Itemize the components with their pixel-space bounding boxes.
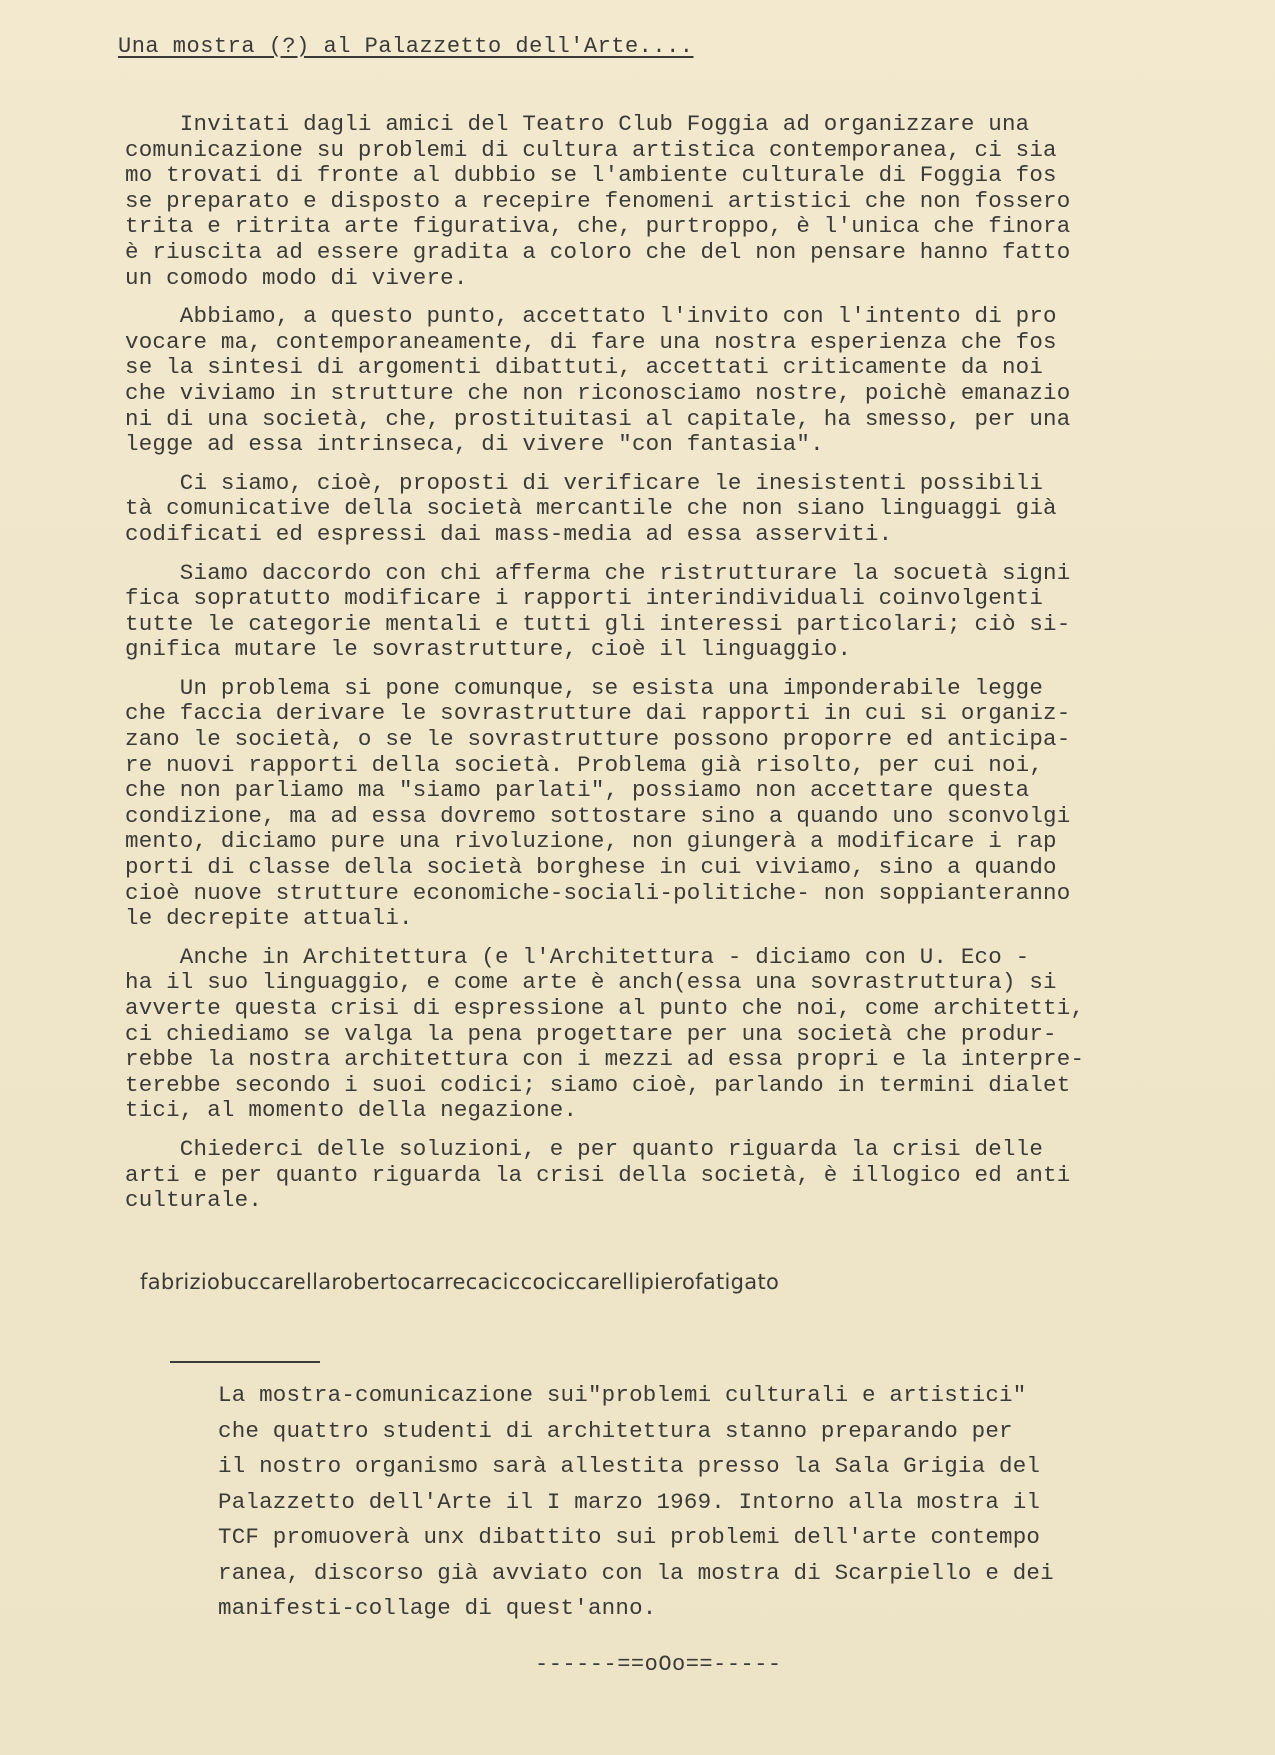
body-paragraph xyxy=(125,945,1205,1124)
paragraph-line: vocare ma, contemporaneamente, di fare una nostra esperienza che fos xyxy=(125,328,1057,355)
paragraph-line: culturale. xyxy=(125,1187,263,1214)
paragraph-line: un comodo modo di vivere. xyxy=(125,264,468,291)
footnote-line: che quattro studenti di architettura stanno preparando per xyxy=(218,1417,1013,1444)
footnote-divider xyxy=(170,1361,320,1363)
paragraph-line: fica sopratutto modificare i rapporti interindividuali coinvolgenti xyxy=(125,585,1044,612)
footnote-line: La mostra-comunicazione sui"problemi culturali e artistici" xyxy=(218,1382,1027,1408)
footnote-line: TCF promuoverà unx dibattito sui problemi dell'arte contempo xyxy=(218,1524,1041,1550)
paragraph-line: arti e per quanto riguarda la crisi della società, è illogico ed anti xyxy=(125,1161,1071,1188)
paragraph-line: Siamo daccordo con chi afferma che ristrutturare la socuetà signi xyxy=(125,559,1071,586)
paragraph-line: le decrepite attuali. xyxy=(125,905,413,932)
body-paragraph xyxy=(125,304,1205,458)
body-paragraph xyxy=(125,471,1205,548)
paragraph-line: rebbe la nostra architettura con i mezzi ad essa propri e la interpre- xyxy=(125,1046,1085,1073)
footnote-line: Palazzetto dell'Arte il I marzo 1969. Intorno alla mostra il xyxy=(218,1488,1041,1515)
paragraph-line: se la sintesi di argomenti dibattuti, accettati criticamente da noi xyxy=(125,354,1044,381)
paragraph-line: porti di classe della società borghese in cui viviamo, sino a quando xyxy=(125,854,1057,881)
paragraph-line: Abbiamo, a questo punto, accettato l'invito con l'intento di pro xyxy=(125,303,1057,330)
end-mark: ------==oOo==----- xyxy=(535,1652,782,1677)
paragraph-line: legge ad essa intrinseca, di vivere "con fantasia". xyxy=(125,431,824,458)
paragraph-line: re nuovi rapporti della società. Problema già risolto, per cui noi, xyxy=(125,751,1044,778)
body-paragraph xyxy=(125,1137,1205,1214)
paragraph-line: mento, diciamo pure una rivoluzione, non giungerà a modificare i rap xyxy=(125,828,1057,855)
paragraph-line: codificati ed espressi dai mass-media ad essa asserviti. xyxy=(125,520,893,547)
author-signature-line: fabriziobuccarellarobertocarrecaciccociccarellipierofatigato xyxy=(140,1270,780,1294)
paragraph-line: tutte le categorie mentali e tutti gli interessi particolari; ciò si- xyxy=(125,610,1071,637)
body-paragraph xyxy=(125,676,1205,932)
paragraph-line: è riuscita ad essere gradita a coloro che del non pensare hanno fatto xyxy=(125,238,1071,265)
paragraph-line: se preparato e disposto a recepire fenomeni artistici che non fossero xyxy=(125,187,1071,214)
paragraph-line: gnifica mutare le sovrastrutture, cioè il linguaggio. xyxy=(125,636,852,663)
paragraph-line: trita e ritrita arte figurativa, che, purtroppo, è l'unica che finora xyxy=(125,213,1071,240)
paragraph-line: tici, al momento della negazione. xyxy=(125,1097,578,1124)
paragraph-line: che viviamo in strutture che non riconosciamo nostre, poichè emanazio xyxy=(125,379,1071,406)
paragraph-line: Chiederci delle soluzioni, e per quanto riguarda la crisi delle xyxy=(125,1135,1044,1162)
paragraph-line: condizione, ma ad essa dovremo sottostare sino a quando uno sconvolgi xyxy=(125,802,1071,829)
paragraph-line: Un problema si pone comunque, se esista una imponderabile legge xyxy=(125,674,1044,701)
paragraph-line: ni di una società, che, prostituitasi al capitale, ha smesso, per una xyxy=(125,405,1071,432)
paragraph-line: ha il suo linguaggio, e come arte è anch(essa una sovrastruttura) si xyxy=(125,969,1057,996)
body-paragraph xyxy=(125,561,1205,663)
paragraph-line: Ci siamo, cioè, proposti di verificare le inesistenti possibili xyxy=(125,469,1044,496)
paragraph-line: che faccia derivare le sovrastrutture dai rapporti in cui si organiz- xyxy=(125,700,1071,727)
paragraph-line: cioè nuove strutture economiche-sociali-politiche- non soppianteranno xyxy=(125,879,1071,906)
paragraph-line: ci chiediamo se valga la pena progettare per una società che produr- xyxy=(125,1020,1057,1047)
footnote-line: ranea, discorso già avviato con la mostra di Scarpiello e dei xyxy=(218,1559,1054,1586)
paragraph-line: che non parliamo ma "siamo parlati", possiamo non accettare questa xyxy=(125,777,1030,804)
paragraph-line: mo trovati di fronte al dubbio se l'ambiente culturale di Foggia fos xyxy=(125,162,1057,189)
body-text xyxy=(125,112,1205,1227)
paragraph-line: Anche in Architettura (e l'Architettura - diciamo con U. Eco - xyxy=(125,943,1030,970)
footnote xyxy=(218,1378,1218,1627)
paragraph-line: comunicazione su problemi di cultura artistica contemporanea, ci sia xyxy=(125,136,1057,163)
body-paragraph xyxy=(125,112,1205,291)
footnote-line: manifesti-collage di quest'anno. xyxy=(218,1595,657,1621)
paragraph-line: zano le società, o se le sovrastrutture possono proporre ed anticipa- xyxy=(125,726,1071,753)
paragraph-line: terebbe secondo i suoi codici; siamo cioè, parlando in termini dialet xyxy=(125,1071,1071,1098)
paragraph-line: Invitati dagli amici del Teatro Club Foggia ad organizzare una xyxy=(125,111,1030,137)
paragraph-line: tà comunicative della società mercantile che non siano linguaggi già xyxy=(125,495,1057,522)
paragraph-line: avverte questa crisi di espressione al punto che noi, come architetti, xyxy=(125,995,1085,1021)
footnote-line: il nostro organismo sarà allestita presso la Sala Grigia del xyxy=(218,1453,1041,1479)
document-title: Una mostra (?) al Palazzetto dell'Arte.... xyxy=(118,34,694,59)
